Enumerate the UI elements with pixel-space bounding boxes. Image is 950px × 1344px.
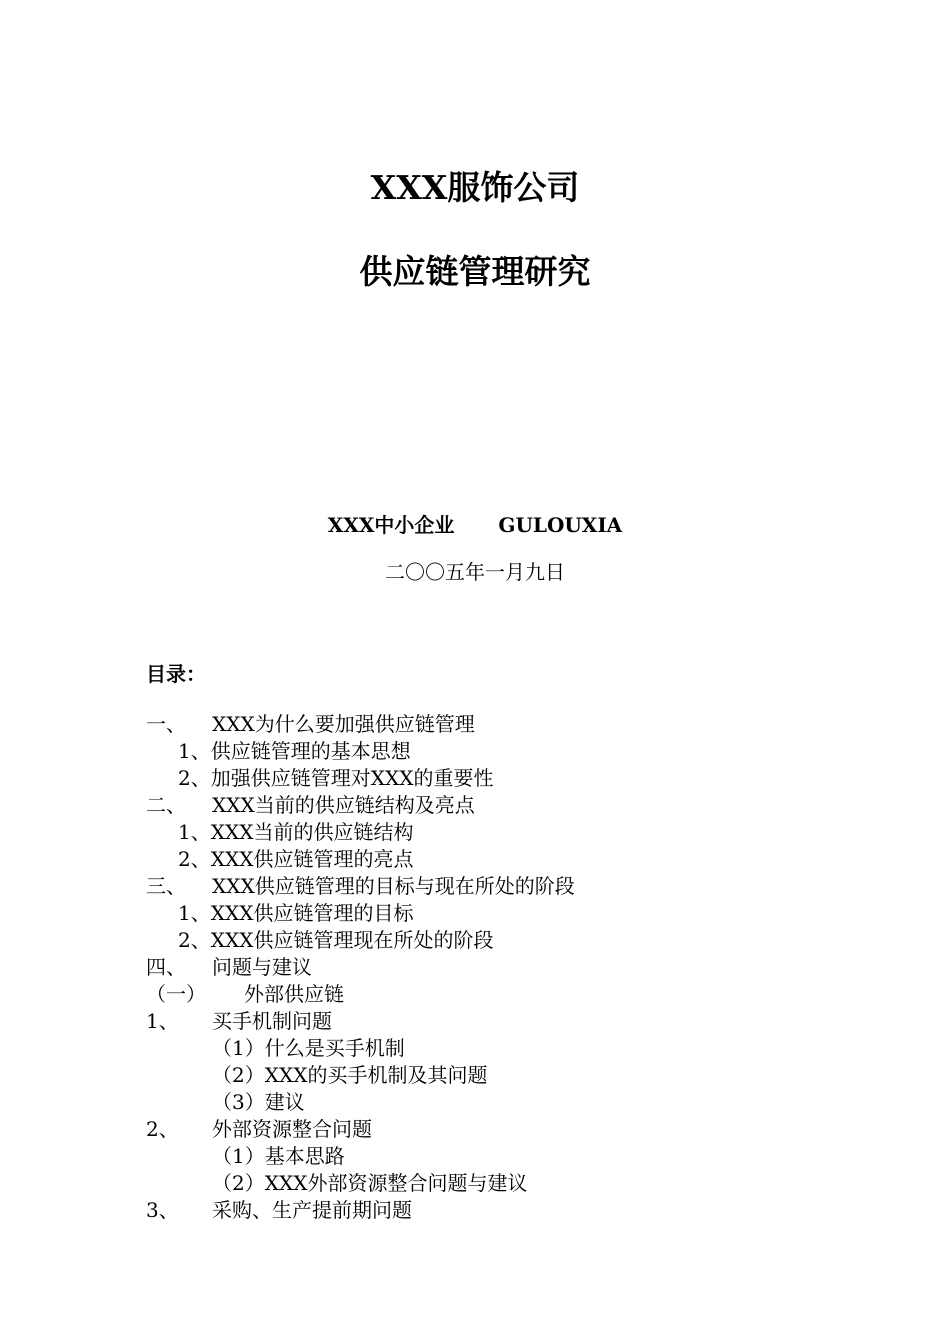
author-name: GULOUXIA xyxy=(498,513,623,537)
toc-entry-number: 2、 xyxy=(146,1117,179,1141)
toc-entry-text: 2、加强供应链管理对XXX的重要性 xyxy=(178,766,494,790)
toc-entry-number: 四、 xyxy=(146,955,186,979)
toc-entry-text: 外部供应链 xyxy=(244,982,344,1006)
toc-entry-text: XXX当前的供应链结构及亮点 xyxy=(212,793,475,817)
toc-entry-text: （1）什么是买手机制 xyxy=(212,1036,405,1060)
toc-entry-number: 三、 xyxy=(146,874,186,898)
document-title: XXX服饰公司 xyxy=(370,168,580,207)
document-subtitle: 供应链管理研究 xyxy=(359,252,591,291)
toc-entry-number: 3、 xyxy=(146,1198,179,1222)
toc-entry-text: 外部资源整合问题 xyxy=(212,1117,372,1141)
toc-entry-text: 采购、生产提前期问题 xyxy=(212,1198,412,1222)
toc-entry-text: XXX为什么要加强供应链管理 xyxy=(212,712,475,736)
author-line xyxy=(0,512,950,538)
toc-entry-text: 1、XXX当前的供应链结构 xyxy=(178,820,414,844)
toc-entry-text: 买手机制问题 xyxy=(212,1009,332,1033)
toc-entry-text: （2）XXX的买手机制及其问题 xyxy=(212,1063,488,1087)
toc-entry-text: 1、XXX供应链管理的目标 xyxy=(178,901,414,925)
toc-entry-number: 一、 xyxy=(146,712,186,736)
toc-entry-number: （一） xyxy=(146,982,206,1006)
document-date: 二〇〇五年一月九日 xyxy=(385,560,565,584)
toc-entry-text: （3）建议 xyxy=(212,1090,305,1114)
toc-entry-text: 1、供应链管理的基本思想 xyxy=(178,739,411,763)
author-org: XXX中小企业 xyxy=(327,513,455,537)
toc-entry-number: 二、 xyxy=(146,793,186,817)
toc-heading: 目录： xyxy=(146,662,206,686)
toc-entry-text: （2）XXX外部资源整合问题与建议 xyxy=(212,1171,528,1195)
toc-entry-text: XXX供应链管理的目标与现在所处的阶段 xyxy=(212,874,575,898)
toc-entry-text: 2、XXX供应链管理现在所处的阶段 xyxy=(178,928,494,952)
toc-entry-text: 2、XXX供应链管理的亮点 xyxy=(178,847,414,871)
toc-entry-number: 1、 xyxy=(146,1009,179,1033)
toc-entry-text: 问题与建议 xyxy=(212,955,312,979)
toc-entry-text: （1）基本思路 xyxy=(212,1144,345,1168)
